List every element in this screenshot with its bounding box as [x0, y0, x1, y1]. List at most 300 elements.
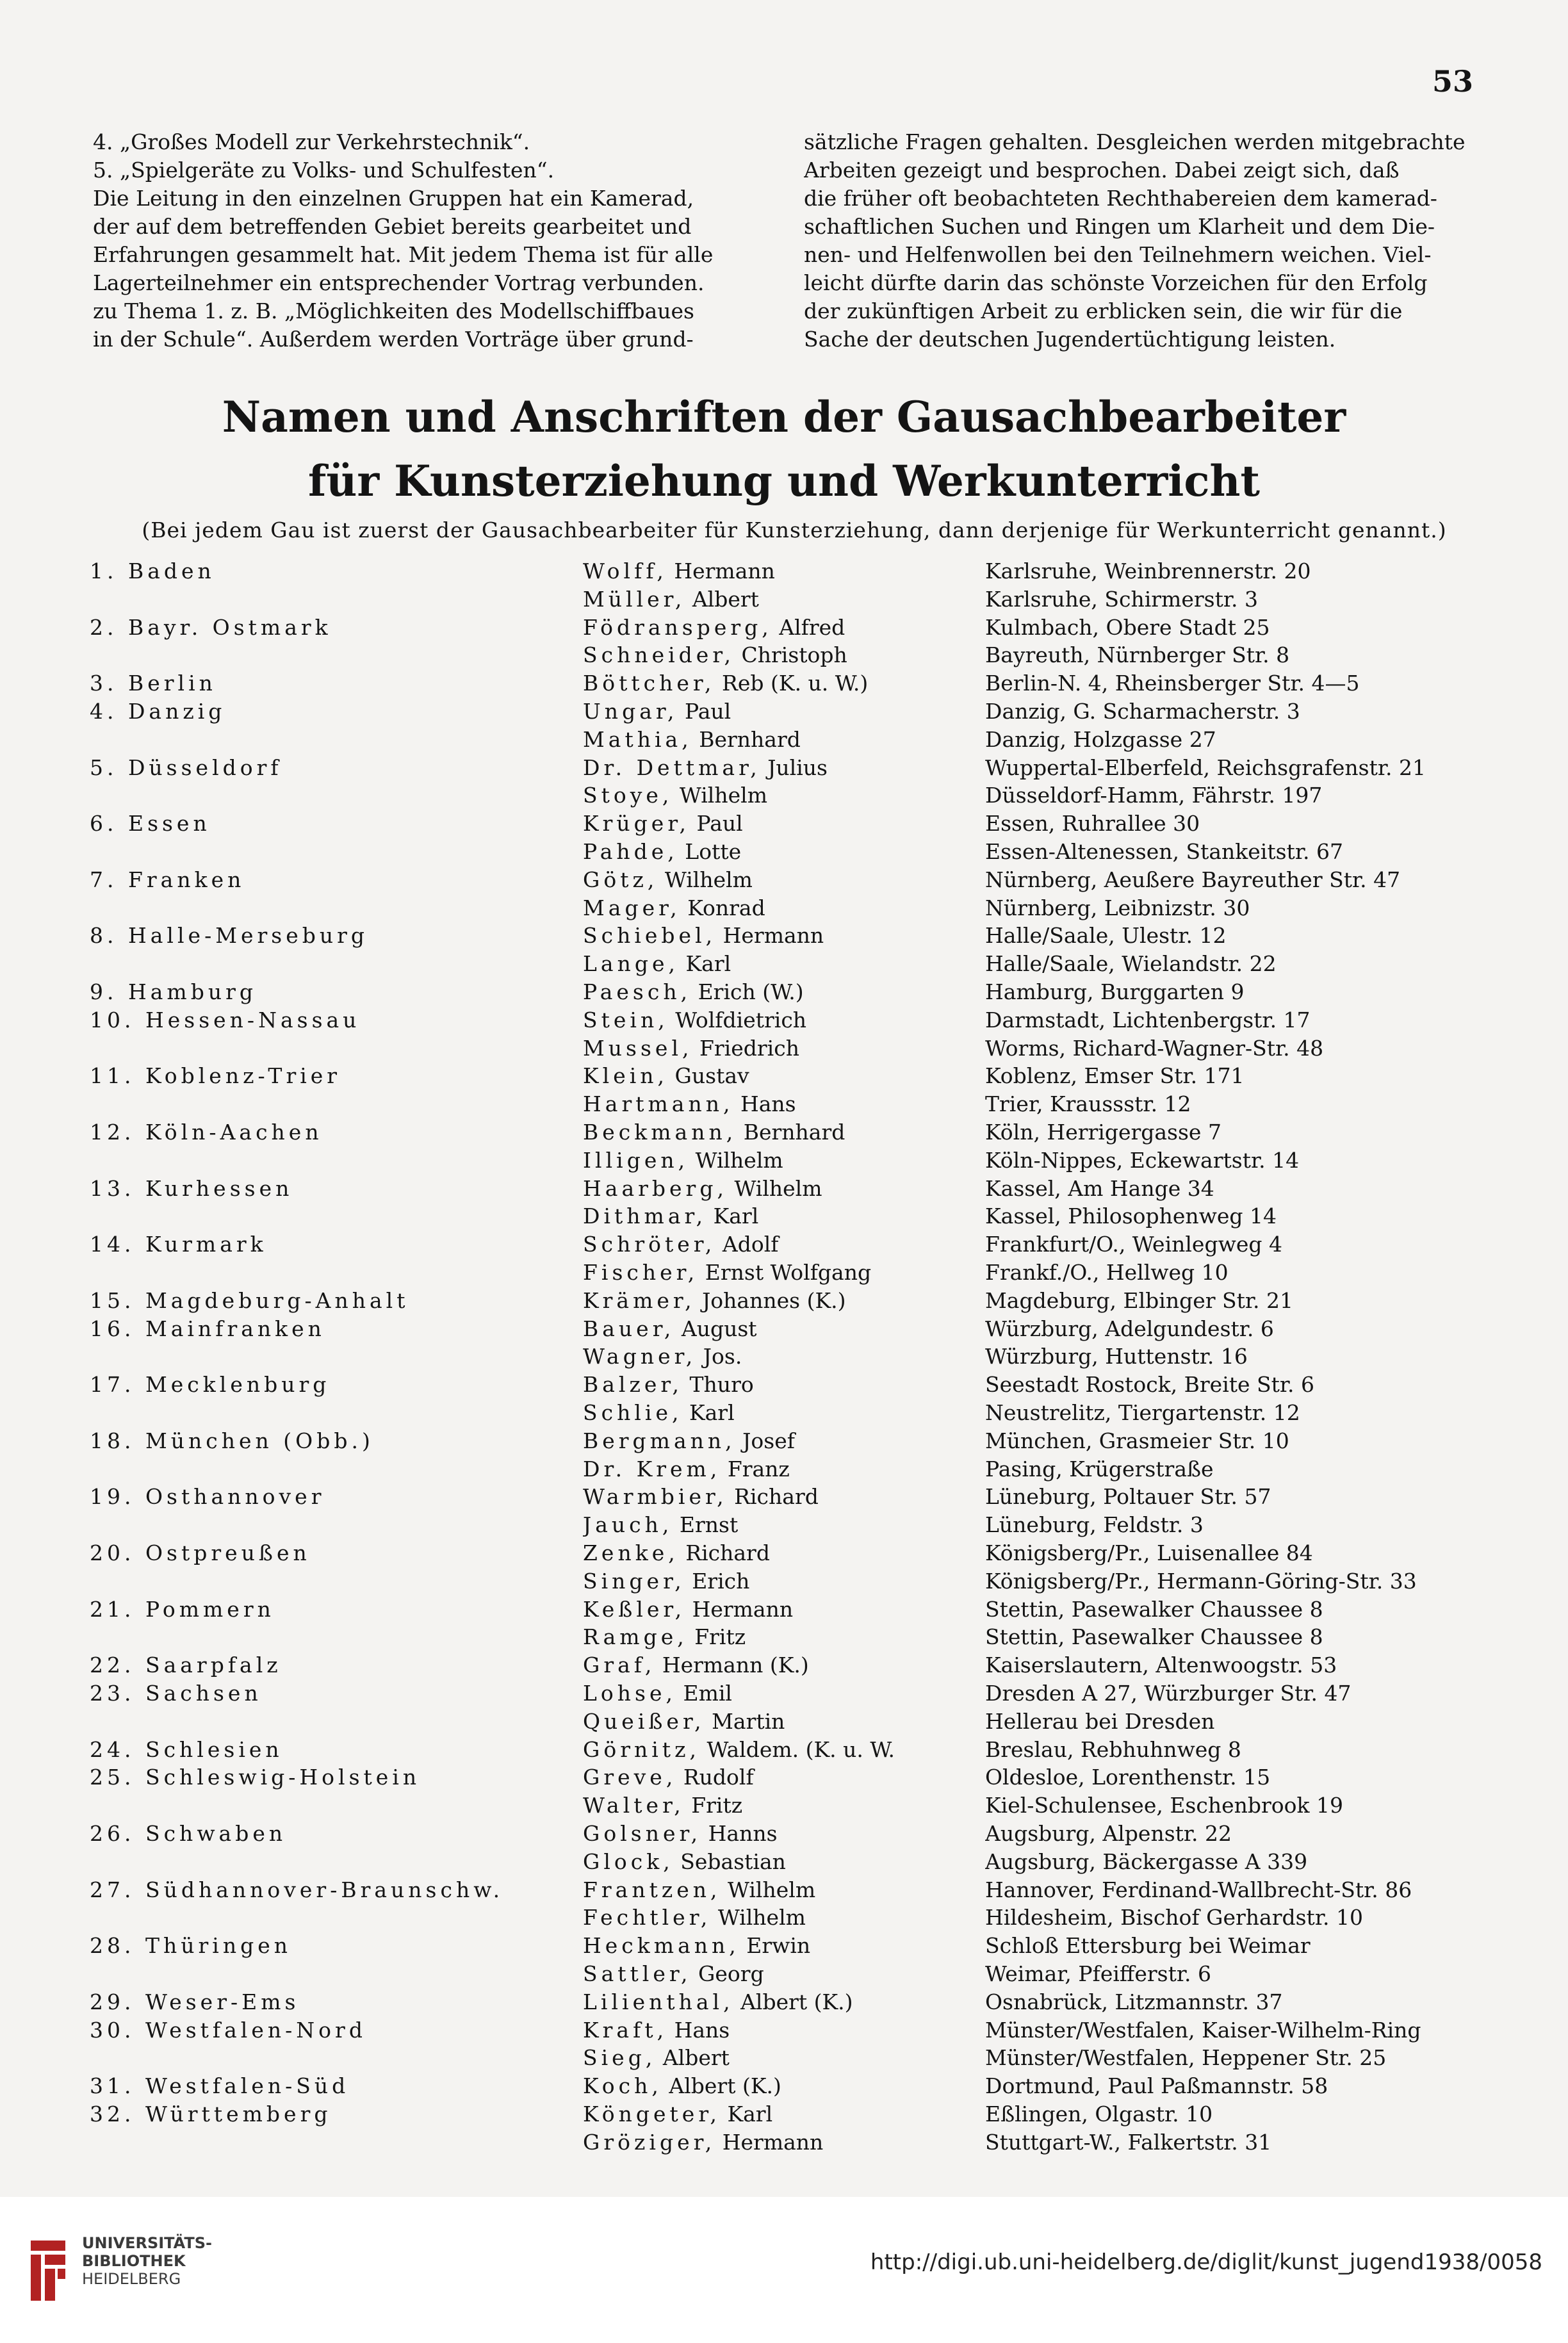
table-row — [0, 1118, 1568, 1147]
gau-name: 26. Schwaben — [90, 1821, 287, 1846]
address: Essen, Ruhrallee 30 — [985, 811, 1200, 837]
intro-line: Sache der deutschen Jugendertüchtigung leisten. — [804, 327, 1336, 352]
person-given-name: Thuro — [689, 1372, 754, 1398]
person-name — [583, 2072, 980, 2100]
table-row — [0, 1792, 1568, 1820]
person-given-name: Albert — [692, 586, 759, 612]
table-row — [0, 614, 1568, 642]
table-row — [0, 1763, 1568, 1792]
person-name — [583, 1315, 980, 1343]
table-row — [0, 1034, 1568, 1063]
person-name — [583, 1960, 980, 1988]
person-surname: Stoye, — [583, 783, 673, 808]
person-given-name: Karl — [727, 2102, 773, 2127]
gau-name: 4. Danzig — [90, 699, 226, 724]
person-given-name: Wilhelm — [695, 1147, 783, 1173]
person-surname: Gröziger, — [583, 2129, 716, 2155]
table-row — [0, 1371, 1568, 1399]
person-given-name: Johannes (K.) — [702, 1287, 846, 1313]
person-given-name: Jos. — [703, 1344, 742, 1369]
table-row — [0, 1511, 1568, 1539]
person-name — [583, 1343, 980, 1371]
person-name — [583, 1090, 980, 1118]
gau-name: 30. Westfalen-Nord — [90, 2017, 366, 2043]
person-name — [583, 1427, 980, 1455]
intro-line: Arbeiten gezeigt und besprochen. Dabei zeigt sich, daß — [804, 158, 1400, 183]
person-surname: Queißer, — [583, 1708, 705, 1734]
person-name — [583, 1371, 980, 1399]
table-row — [0, 810, 1568, 838]
source-url[interactable]: http://digi.ub.uni-heidelberg.de/diglit/kunst_jugend1938/0058 — [870, 2249, 1542, 2275]
logo-line: UNIVERSITÄTS- — [82, 2234, 213, 2252]
address: Halle/Saale, Ulestr. 12 — [985, 923, 1227, 949]
address: Stettin, Pasewalker Chaussee 8 — [985, 1624, 1323, 1650]
person-given-name: Fritz — [691, 1793, 743, 1818]
person-given-name: Karl — [713, 1204, 759, 1229]
person-name — [583, 1483, 980, 1511]
person-surname: Sattler, — [583, 1961, 692, 1986]
person-name — [583, 950, 980, 978]
gau-name: 32. Württemberg — [90, 2102, 332, 2127]
table-row — [0, 1932, 1568, 1960]
gau-name: 17. Mecklenburg — [90, 1372, 331, 1398]
gau-name: 11. Koblenz-Trier — [90, 1063, 341, 1089]
person-surname: Schröter, — [583, 1232, 716, 1257]
person-surname: Schneider, — [583, 642, 735, 668]
address: Augsburg, Bäckergasse A 339 — [985, 1849, 1308, 1874]
person-given-name: Konrad — [687, 895, 765, 920]
person-given-name: Ernst Wolfgang — [705, 1260, 872, 1285]
address: Essen-Altenessen, Stankeitstr. 67 — [985, 839, 1343, 864]
table-row — [0, 1147, 1568, 1175]
table-row — [0, 1315, 1568, 1343]
person-given-name: Waldem. (K. u. W. — [706, 1736, 895, 1762]
person-name — [583, 726, 980, 754]
intro-line: die früher oft beobachteten Rechthabereien dem kamerad- — [804, 186, 1437, 211]
intro-line: 4. „Großes Modell zur Verkehrstechnik“. — [93, 129, 530, 154]
person-given-name: Richard — [734, 1484, 819, 1510]
person-given-name: Richard — [685, 1540, 770, 1565]
gau-name: 1. Baden — [90, 559, 215, 584]
address: Frankf./O., Hellweg 10 — [985, 1260, 1229, 1285]
address: Dresden A 27, Würzburger Str. 47 — [985, 1681, 1352, 1706]
table-row — [0, 2044, 1568, 2072]
person-given-name: Fritz — [694, 1624, 746, 1650]
table-row — [0, 838, 1568, 866]
person-given-name: Wilhelm — [679, 783, 767, 808]
person-given-name: Paul — [696, 811, 743, 837]
address: Königsberg/Pr., Luisenallee 84 — [985, 1540, 1313, 1565]
person-name — [583, 1596, 980, 1624]
person-name — [583, 838, 980, 866]
university-library-logo-icon — [26, 2235, 70, 2306]
person-name — [583, 1062, 980, 1090]
address: Münster/Westfalen, Heppener Str. 25 — [985, 2045, 1387, 2071]
person-given-name: Martin — [712, 1708, 785, 1734]
person-surname: Köngeter, — [583, 2102, 721, 2127]
gau-name: 22. Saarpfalz — [90, 1653, 282, 1678]
person-surname: Balzer, — [583, 1372, 683, 1398]
person-given-name: Alfred — [779, 614, 845, 640]
table-row — [0, 1455, 1568, 1483]
person-surname: Sieg, — [583, 2045, 657, 2071]
person-given-name: Hermann (K.) — [662, 1653, 809, 1678]
intro-line: 5. „Spielgeräte zu Volks- und Schulfesten“. — [93, 158, 555, 183]
table-row — [0, 866, 1568, 894]
person-name — [583, 1736, 980, 1764]
address: Lüneburg, Feldstr. 3 — [985, 1512, 1204, 1538]
table-row — [0, 1399, 1568, 1427]
person-given-name: Albert — [662, 2045, 730, 2071]
person-surname: Dr. Dettmar, — [583, 755, 761, 780]
gau-name: 23. Sachsen — [90, 1681, 262, 1706]
person-surname: Hartmann, — [583, 1091, 734, 1117]
address: Koblenz, Emser Str. 171 — [985, 1063, 1245, 1089]
gau-name: 10. Hessen-Nassau — [90, 1007, 361, 1033]
person-name — [583, 978, 980, 1006]
person-surname: Heckmann, — [583, 1933, 740, 1959]
address: Dortmund, Paul Paßmannstr. 58 — [985, 2073, 1328, 2099]
person-surname: Singer, — [583, 1568, 685, 1594]
person-given-name: Hermann — [692, 1596, 794, 1622]
address: Nürnberg, Aeußere Bayreuther Str. 47 — [985, 867, 1401, 892]
person-given-name: Adolf — [722, 1232, 779, 1257]
address: Karlsruhe, Schirmerstr. 3 — [985, 586, 1258, 612]
table-row — [0, 641, 1568, 669]
person-surname: Götz, — [583, 867, 658, 892]
person-name — [583, 669, 980, 698]
person-surname: Lilienthal, — [583, 1989, 734, 2014]
person-surname: Stein, — [583, 1007, 669, 1033]
address: Kulmbach, Obere Stadt 25 — [985, 614, 1270, 640]
address: Lüneburg, Poltauer Str. 57 — [985, 1484, 1271, 1510]
person-name — [583, 1988, 980, 2016]
person-name — [583, 2044, 980, 2072]
person-name — [583, 1539, 980, 1567]
person-surname: Görnitz, — [583, 1736, 700, 1762]
person-name — [583, 810, 980, 838]
person-surname: Golsner, — [583, 1821, 702, 1846]
table-row — [0, 754, 1568, 782]
table-row — [0, 1651, 1568, 1679]
person-name — [583, 1679, 980, 1708]
address: Münster/Westfalen, Kaiser-Wilhelm-Ring — [985, 2017, 1421, 2043]
table-row — [0, 1876, 1568, 1904]
intro-line: der auf dem betreffenden Gebiet bereits gearbeitet und — [93, 214, 692, 239]
gau-name: 5. Düsseldorf — [90, 755, 282, 780]
person-given-name: Wilhelm — [734, 1175, 822, 1201]
gau-name: 2. Bayr. Ostmark — [90, 614, 332, 640]
intro-line: Die Leitung in den einzelnen Gruppen hat ein Kamerad, — [93, 186, 694, 211]
intro-line: leicht dürfte darin das schönste Vorzeichen für den Erfolg — [804, 270, 1428, 295]
person-surname: Fischer, — [583, 1260, 699, 1285]
person-name — [583, 1792, 980, 1820]
person-surname: Beckmann, — [583, 1120, 737, 1145]
intro-line: Lagerteilnehmer ein entsprechender Vortrag verbunden. — [93, 270, 705, 295]
person-given-name: Erich — [692, 1568, 750, 1594]
table-row — [0, 726, 1568, 754]
person-name — [583, 641, 980, 669]
person-given-name: Wolfdietrich — [675, 1007, 807, 1033]
address: Seestadt Rostock, Breite Str. 6 — [985, 1372, 1315, 1398]
intro-line: in der Schule“. Außerdem werden Vorträge über grund- — [93, 327, 694, 352]
person-name — [583, 1820, 980, 1848]
person-surname: Lange, — [583, 951, 679, 977]
address: Oldesloe, Lorenthenstr. 15 — [985, 1765, 1271, 1790]
gau-name: 24. Schlesien — [90, 1736, 283, 1762]
table-row — [0, 557, 1568, 585]
address: Würzburg, Adelgundestr. 6 — [985, 1316, 1274, 1341]
person-surname: Krämer, — [583, 1287, 696, 1313]
person-surname: Pahde, — [583, 839, 678, 864]
person-name — [583, 1708, 980, 1736]
address: Berlin-N. 4, Rheinsberger Str. 4—5 — [985, 671, 1360, 696]
person-name — [583, 1623, 980, 1651]
address: Köln-Nippes, Eckewartstr. 14 — [985, 1147, 1300, 1173]
address: Halle/Saale, Wielandstr. 22 — [985, 951, 1277, 977]
gau-name: 12. Köln-Aachen — [90, 1120, 323, 1145]
university-library-logo — [82, 2234, 300, 2288]
table-row — [0, 1539, 1568, 1567]
person-name — [583, 585, 980, 614]
person-name — [583, 1259, 980, 1287]
address: Eßlingen, Olgastr. 10 — [985, 2102, 1213, 2127]
gau-name: 25. Schleswig-Holstein — [90, 1765, 421, 1790]
person-name — [583, 1876, 980, 1904]
person-surname: Dr. Krem, — [583, 1456, 721, 1482]
person-name — [583, 2100, 980, 2128]
address: Hannover, Ferdinand-Wallbrecht-Str. 86 — [985, 1877, 1412, 1902]
gau-name: 20. Ostpreußen — [90, 1540, 311, 1565]
person-given-name: Erwin — [746, 1933, 811, 1959]
person-given-name: Wilhelm — [717, 1905, 806, 1931]
person-surname: Födransperg, — [583, 614, 772, 640]
table-row — [0, 1820, 1568, 1848]
gau-name: 29. Weser-Ems — [90, 1989, 300, 2014]
person-name — [583, 614, 980, 642]
intro-line: der zukünftigen Arbeit zu erblicken sein, die wir für die — [804, 298, 1403, 323]
person-surname: Bergmann, — [583, 1428, 736, 1453]
table-row — [0, 1483, 1568, 1511]
table-row — [0, 922, 1568, 950]
table-row — [0, 2016, 1568, 2045]
person-surname: Graf, — [583, 1653, 656, 1678]
table-row — [0, 1287, 1568, 1315]
person-name — [583, 2016, 980, 2045]
section-heading-line-1: Namen und Anschriften der Gausachbearbeiter — [222, 392, 1346, 442]
gau-name: 8. Halle-Merseburg — [90, 923, 369, 949]
person-surname: Fechtler, — [583, 1905, 712, 1931]
table-row — [0, 1904, 1568, 1932]
table-row — [0, 1567, 1568, 1596]
address: Düsseldorf-Hamm, Fährstr. 197 — [985, 783, 1323, 808]
address: Kassel, Philosophenweg 14 — [985, 1204, 1277, 1229]
address: Magdeburg, Elbinger Str. 21 — [985, 1287, 1293, 1313]
person-given-name: Julius — [767, 755, 828, 780]
address: Pasing, Krügerstraße — [985, 1456, 1214, 1482]
person-name — [583, 1651, 980, 1679]
table-row — [0, 1090, 1568, 1118]
intro-line: schaftlichen Suchen und Ringen um Klarheit und dem Die- — [804, 214, 1435, 239]
person-surname: Wagner, — [583, 1344, 697, 1369]
address: Breslau, Rebhuhnweg 8 — [985, 1736, 1241, 1762]
person-given-name: Hans — [674, 2017, 730, 2043]
address: München, Grasmeier Str. 10 — [985, 1428, 1289, 1453]
table-row — [0, 1679, 1568, 1708]
address: Darmstadt, Lichtenbergstr. 17 — [985, 1007, 1311, 1033]
person-name — [583, 1904, 980, 1932]
person-given-name: August — [681, 1316, 757, 1341]
person-surname: Koch, — [583, 2073, 662, 2099]
table-row — [0, 698, 1568, 726]
person-surname: Keßler, — [583, 1596, 686, 1622]
intro-text-right-column — [804, 128, 1476, 354]
logo-line: BIBLIOTHEK — [82, 2252, 186, 2270]
person-surname: Wolff, — [583, 559, 667, 584]
person-surname: Jauch, — [583, 1512, 673, 1538]
person-surname: Klein, — [583, 1063, 669, 1089]
person-name — [583, 1034, 980, 1063]
person-surname: Kraft, — [583, 2017, 668, 2043]
table-row — [0, 1623, 1568, 1651]
address: Hellerau bei Dresden — [985, 1708, 1215, 1734]
person-surname: Greve, — [583, 1765, 677, 1790]
address: Stettin, Pasewalker Chaussee 8 — [985, 1596, 1323, 1622]
gau-name: 3. Berlin — [90, 671, 216, 696]
person-name — [583, 1848, 980, 1876]
person-surname: Böttcher, — [583, 671, 715, 696]
table-row — [0, 781, 1568, 810]
person-surname: Krüger, — [583, 811, 690, 837]
person-name — [583, 1511, 980, 1539]
gau-name: 14. Kurmark — [90, 1232, 267, 1257]
table-row — [0, 1230, 1568, 1259]
address: Osnabrück, Litzmannstr. 37 — [985, 1989, 1283, 2014]
person-given-name: Franz — [727, 1456, 790, 1482]
gau-name: 28. Thüringen — [90, 1933, 291, 1959]
person-name — [583, 781, 980, 810]
intro-line: zu Thema 1. z. B. „Möglichkeiten des Modellschiffbaues — [93, 298, 694, 323]
person-given-name: Hermann — [722, 2129, 824, 2155]
person-given-name: Karl — [689, 1400, 735, 1425]
person-name — [583, 1230, 980, 1259]
table-row — [0, 1960, 1568, 1988]
intro-line: sätzliche Fragen gehalten. Desgleichen werden mitgebrachte — [804, 129, 1466, 154]
person-surname: Schiebel, — [583, 923, 717, 949]
gau-name: 7. Franken — [90, 867, 245, 892]
gau-name: 27. Südhannover-Braunschw. — [90, 1877, 504, 1902]
table-row — [0, 1708, 1568, 1736]
person-name — [583, 1567, 980, 1596]
person-surname: Dithmar, — [583, 1204, 707, 1229]
person-given-name: Sebastian — [680, 1849, 786, 1874]
person-surname: Haarberg, — [583, 1175, 728, 1201]
person-given-name: Friedrich — [699, 1035, 799, 1061]
address: Stuttgart-W., Falkertstr. 31 — [985, 2129, 1272, 2155]
person-name — [583, 2128, 980, 2157]
person-given-name: Christoph — [741, 642, 847, 668]
gau-name: 19. Osthannover — [90, 1484, 325, 1510]
table-row — [0, 1427, 1568, 1455]
address: Schloß Ettersburg bei Weimar — [985, 1933, 1311, 1959]
person-given-name: Lotte — [685, 839, 742, 864]
person-surname: Illigen, — [583, 1147, 689, 1173]
address: Neustrelitz, Tiergartenstr. 12 — [985, 1400, 1300, 1425]
person-surname: Müller, — [583, 586, 686, 612]
table-row — [0, 2128, 1568, 2157]
person-name — [583, 1455, 980, 1483]
person-given-name: Georg — [698, 1961, 764, 1986]
person-surname: Glock, — [583, 1849, 674, 1874]
address: Kaiserslautern, Altenwoogstr. 53 — [985, 1653, 1337, 1678]
address: Wuppertal-Elberfeld, Reichsgrafenstr. 21 — [985, 755, 1426, 780]
person-given-name: Hermann — [674, 559, 775, 584]
table-row — [0, 894, 1568, 922]
table-row — [0, 1006, 1568, 1034]
person-given-name: Bernhard — [743, 1120, 845, 1145]
person-name — [583, 866, 980, 894]
person-name — [583, 922, 980, 950]
person-name — [583, 754, 980, 782]
person-name — [583, 557, 980, 585]
table-note: (Bei jedem Gau ist zuerst der Gausachbearbeiter für Kunsterziehung, dann derjenige für Werkunterricht genannt.) — [142, 518, 1447, 543]
gau-name: 15. Magdeburg-Anhalt — [90, 1287, 409, 1313]
address: Kiel-Schulensee, Eschenbrook 19 — [985, 1793, 1344, 1818]
person-given-name: Hanns — [708, 1821, 778, 1846]
table-row — [0, 1848, 1568, 1876]
intro-line: nen- und Helfenwollen bei den Teilnehmern weichen. Viel- — [804, 242, 1432, 267]
table-row — [0, 1343, 1568, 1371]
address: Danzig, Holzgasse 27 — [985, 726, 1216, 752]
section-heading-line-2: für Kunsterziehung und Werkunterricht — [307, 456, 1261, 506]
address: Trier, Kraussstr. 12 — [985, 1091, 1191, 1117]
table-row — [0, 1062, 1568, 1090]
person-name — [583, 1932, 980, 1960]
person-given-name: Paul — [685, 699, 731, 724]
address: Frankfurt/O., Weinlegweg 4 — [985, 1232, 1282, 1257]
gau-name: 31. Westfalen-Süd — [90, 2073, 350, 2099]
person-surname: Bauer, — [583, 1316, 675, 1341]
table-row — [0, 1259, 1568, 1287]
gau-name: 9. Hamburg — [90, 979, 257, 1004]
address: Worms, Richard-Wagner-Str. 48 — [985, 1035, 1324, 1061]
person-surname: Frantzen, — [583, 1877, 721, 1902]
person-name — [583, 894, 980, 922]
person-given-name: Albert (K.) — [740, 1989, 853, 2014]
person-surname: Zenke, — [583, 1540, 679, 1565]
person-given-name: Erich (W.) — [698, 979, 804, 1004]
page-number: 53 — [1432, 64, 1473, 99]
person-given-name: Reb (K. u. W.) — [722, 671, 869, 696]
address: Danzig, G. Scharmacherstr. 3 — [985, 699, 1300, 724]
address: Hildesheim, Bischof Gerhardstr. 10 — [985, 1905, 1363, 1931]
person-given-name: Wilhelm — [664, 867, 753, 892]
table-row — [0, 669, 1568, 698]
address: Würzburg, Huttenstr. 16 — [985, 1344, 1248, 1369]
person-surname: Lohse, — [583, 1681, 676, 1706]
gau-name: 16. Mainfranken — [90, 1316, 325, 1341]
person-name — [583, 1006, 980, 1034]
person-name — [583, 1763, 980, 1792]
person-given-name: Wilhelm — [728, 1877, 816, 1902]
address: Nürnberg, Leibnizstr. 30 — [985, 895, 1250, 920]
table-row — [0, 2100, 1568, 2128]
person-given-name: Karl — [685, 951, 731, 977]
person-given-name: Emil — [683, 1681, 732, 1706]
person-given-name: Albert (K.) — [669, 2073, 781, 2099]
person-name — [583, 1202, 980, 1230]
address: Hamburg, Burggarten 9 — [985, 979, 1245, 1004]
